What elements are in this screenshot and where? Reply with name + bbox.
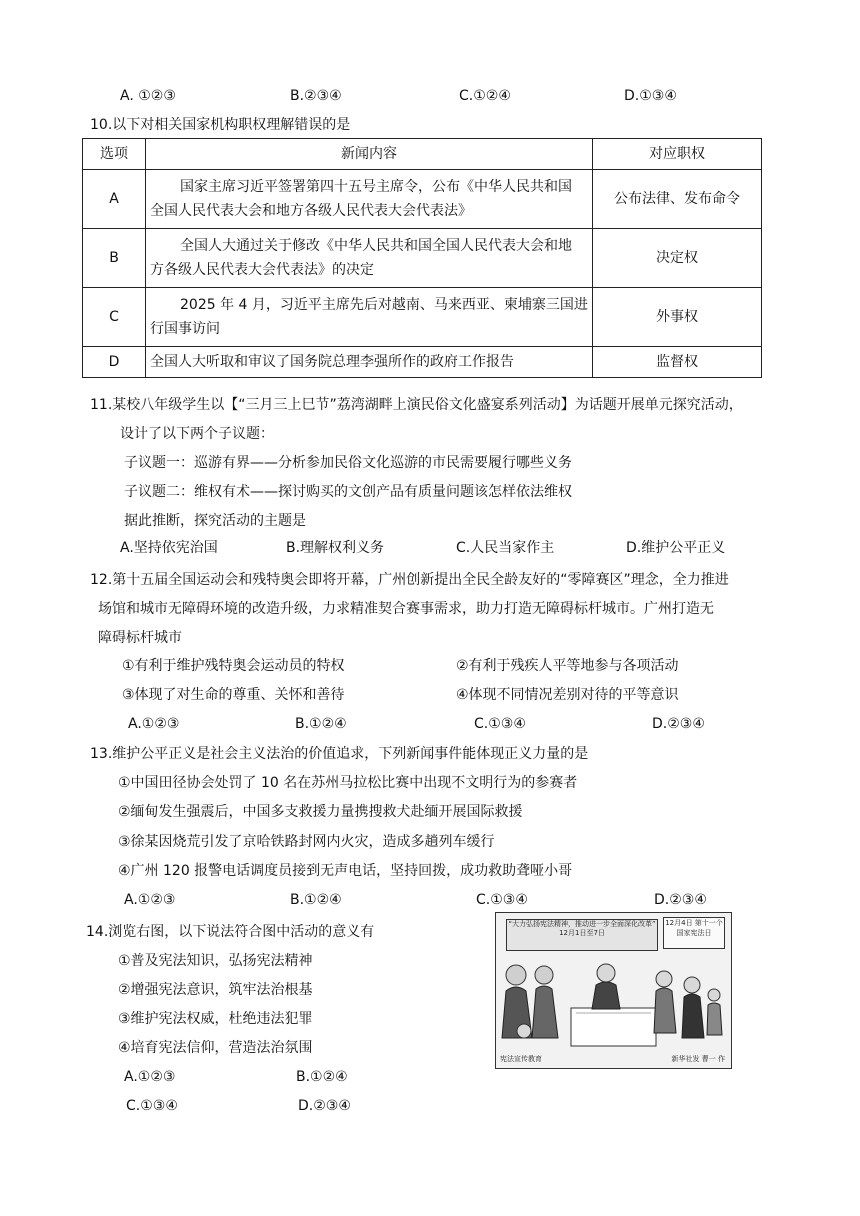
table-header-row: [83, 139, 762, 170]
q13-item-4: ④广州 120 报警电话调度员接到无声电话，坚持回拨，成功救助聋哑小哥: [118, 863, 573, 879]
q14-option-d: D.②③④: [298, 1098, 351, 1114]
q14-item-4: ④培育宪法信仰，营造法治氛围: [118, 1040, 313, 1056]
table-row: [83, 229, 762, 288]
row-option: C: [83, 288, 146, 347]
q13-item-3: ③徐某因烧荒引发了京哈铁路封网内火灾，造成多趟列车缓行: [118, 834, 495, 850]
q9-option-d: D.①③④: [624, 88, 677, 104]
q12-stem-line2: 场馆和城市无障碍环境的改造升级，力求精准契合赛事需求，助力打造无障碍标杆城市。广州打造无: [98, 601, 714, 617]
q12-item-4: ④体现不同情况差别对待的平等意识: [456, 687, 679, 703]
row-option: D: [83, 347, 146, 378]
q9-option-a: A. ①②③: [120, 88, 176, 104]
constitution-cartoon: [495, 912, 732, 1069]
cartoon-caption-right: 新华社发 曹一 作: [671, 1055, 725, 1063]
q11-option-a: A.坚持依宪治国: [120, 540, 218, 556]
q13-option-b: B.①②④: [290, 892, 342, 908]
q13-item-2: ②缅甸发生强震后，中国多支救援力量携搜救犬赴缅开展国际救援: [118, 804, 523, 820]
q11-stem-line1: 11.某校八年级学生以【“三月三上巳节”荔湾湖畔上演民俗文化盛宴系列活动】为话题开展单元探究活动，: [90, 397, 743, 413]
q12-stem-line1: 12.第十五届全国运动会和残特奥会即将开幕，广州创新提出全民全龄友好的“零障赛区”理念，全力推进: [90, 572, 729, 588]
q14-item-1: ①普及宪法知识，弘扬宪法精神: [118, 953, 313, 969]
row-power: 外事权: [593, 288, 762, 347]
q12-option-d: D.②③④: [652, 716, 705, 732]
row-content-line: 全国人大通过关于修改《中华人民共和国全国人民代表大会和地: [180, 238, 572, 254]
q13-item-1: ①中国田径协会处罚了 10 名在苏州马拉松比赛中出现不文明行为的参赛者: [118, 775, 578, 791]
q11-option-c: C.人民当家作主: [456, 540, 555, 556]
q11-ask: 据此推断，探究活动的主题是: [124, 513, 306, 529]
q10-stem: 10.以下对相关国家机构职权理解错误的是: [90, 117, 351, 133]
q11-option-b: B.理解权利义务: [286, 540, 385, 556]
q13-option-c: C.①③④: [476, 892, 528, 908]
q13-option-a: A.①②③: [124, 892, 176, 908]
row-option: A: [83, 170, 146, 229]
q9-option-b: B.②③④: [290, 88, 342, 104]
q12-item-2: ②有利于残疾人平等地参与各项活动: [456, 658, 679, 674]
q14-option-b: B.①②④: [296, 1069, 348, 1085]
q14-option-c: C.①③④: [126, 1098, 178, 1114]
row-content: [146, 170, 593, 229]
q13-stem: 13.维护公平正义是社会主义法治的价值追求，下列新闻事件能体现正义力量的是: [90, 746, 589, 762]
header-option: 选项: [83, 139, 146, 170]
row-power: 决定权: [593, 229, 762, 288]
row-content-line: 方各级人民代表大会代表法》的决定: [150, 262, 374, 278]
q12-item-3: ③体现了对生命的尊重、关怀和善待: [122, 687, 345, 703]
q14-item-3: ③维护宪法权威，杜绝违法犯罪: [118, 1011, 313, 1027]
row-content-line: 行国事访问: [150, 321, 220, 337]
q14-stem: 14.浏览右图，以下说法符合图中活动的意义有: [86, 924, 375, 940]
q13-option-d: D.②③④: [654, 892, 707, 908]
q14-item-2: ②增强宪法意识，筑牢法治根基: [118, 982, 313, 998]
row-content: [146, 347, 593, 378]
table-row: [83, 170, 762, 229]
cartoon-calendar: 12月4日 第十一个国家宪法日: [663, 917, 725, 949]
q9-option-c: C.①②④: [459, 88, 511, 104]
q11-subtopic-2: 子议题二：维权有术——探讨购买的文创产品有质量问题该怎样依法维权: [124, 484, 572, 500]
row-power: 公布法律、发布命令: [593, 170, 762, 229]
q11-stem-line2: 设计了以下两个子议题：: [120, 426, 274, 442]
cartoon-caption-left: 宪法宣传教育: [500, 1055, 542, 1063]
header-power: 对应职权: [593, 139, 762, 170]
row-content: [146, 229, 593, 288]
table-row: [83, 347, 762, 378]
row-option: B: [83, 229, 146, 288]
q12-stem-line3: 障碍标杆城市: [98, 630, 182, 646]
q11-subtopic-1: 子议题一：巡游有界——分析参加民俗文化巡游的市民需要履行哪些义务: [124, 455, 572, 471]
header-news: 新闻内容: [146, 139, 593, 170]
q14-option-a: A.①②③: [124, 1069, 176, 1085]
row-content: [146, 288, 593, 347]
row-content-line: 全国人民代表大会和地方各级人民代表大会代表法》: [150, 203, 472, 219]
row-content-line: 2025 年 4 月，习近平主席先后对越南、马来西亚、柬埔寨三国进: [180, 297, 588, 313]
q12-option-b: B.①②④: [295, 716, 347, 732]
q12-item-1: ①有利于维护残特奥会运动员的特权: [122, 658, 345, 674]
row-power: 监督权: [593, 347, 762, 378]
row-content-line: 国家主席习近平签署第四十五号主席令，公布《中华人民共和国: [180, 179, 572, 195]
table-row: [83, 288, 762, 347]
q11-option-d: D.维护公平正义: [626, 540, 726, 556]
row-content-line: 全国人大听取和审议了国务院总理李强所作的政府工作报告: [150, 354, 514, 370]
cartoon-banner: “大力弘扬宪法精神，推动进一步全面深化改革” 12月1日至7日: [506, 919, 658, 951]
q12-option-c: C.①③④: [474, 716, 526, 732]
q12-option-a: A.①②③: [128, 716, 180, 732]
q10-table: [82, 138, 762, 378]
